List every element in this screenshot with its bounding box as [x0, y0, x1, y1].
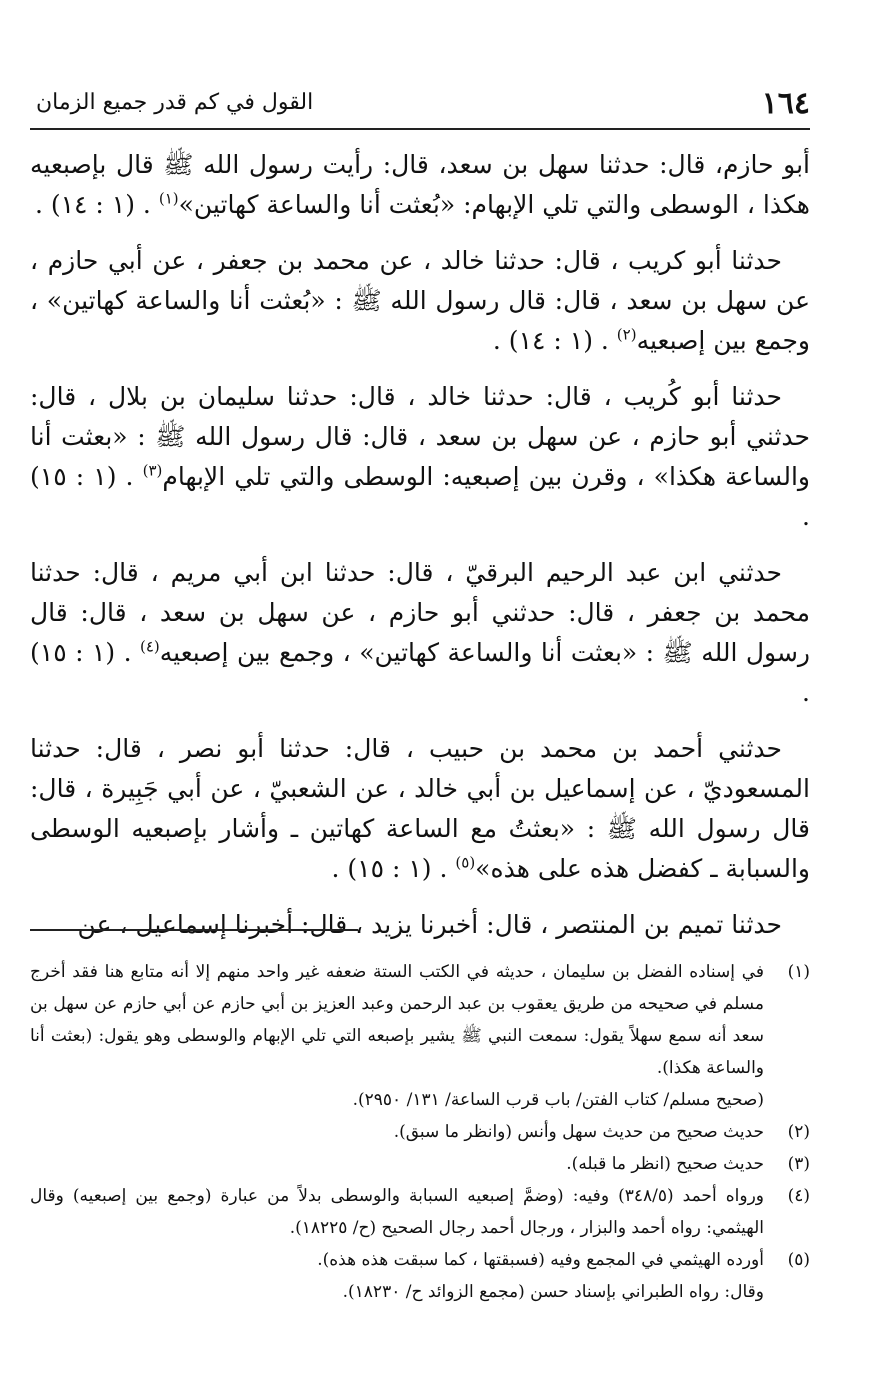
footnote-number: (١) — [787, 962, 810, 982]
footnote — [30, 1148, 810, 1180]
footnote — [30, 1180, 810, 1244]
footnote-text: حديث صحيح من حديث سهل وأنس (وانظر ما سبق). — [393, 1122, 764, 1142]
footnote-text: حديث صحيح (انظر ما قبله). — [566, 1154, 764, 1174]
footnote — [30, 1244, 810, 1276]
running-header — [30, 82, 810, 130]
footnote — [30, 1116, 810, 1148]
paragraph: حدثنا أبو كُريب ، قال: حدثنا خالد ، قال: حدثنا سليمان بن بلال ، قال: حدثني أبو حازم ، عن سهل بن سعد ، قال: قال رسول الله ﷺ : «بعثت أنا والساعة هكذا» ، وقرن بين إصبعيه: الوسطى والتي تلي الإبهام$^{(٣)}$ . (١ : ١٥) . — [30, 382, 810, 531]
footnote-text: ورواه أحمد (٣٤٨/٥) وفيه: (وضمَّ إصبعيه السبابة والوسطى بدلاً من عبارة (وجمع بين إصبعيه) وقال الهيثمي: رواه أحمد والبزار ، ورجال أحمد رجال الصحيح (ح/ ١٨٢٢٥). — [30, 1186, 764, 1238]
paragraph: حدثنا تميم بن المنتصر ، قال: أخبرنا يزيد ، قال: أخبرنا إسماعيل ، عن — [77, 910, 782, 939]
footnote-marker: (٢) — [616, 325, 637, 344]
footnote-continuation: وقال: رواه الطبراني بإسناد حسن (مجمع الزوائد ح/ ١٨٢٣٠). — [342, 1282, 764, 1302]
footnotes — [30, 956, 810, 1308]
page-number: ١٦٤ — [761, 86, 810, 121]
main-text — [30, 145, 810, 945]
footnote-number: (٢) — [787, 1122, 810, 1142]
paragraph: أبو حازم، قال: حدثنا سهل بن سعد، قال: رأيت رسول الله ﷺ قال بإصبعيه هكذا ، الوسطى والتي تلي الإبهام: «بُعثت أنا والساعة كهاتين»$^{(١)}$ . (١ : ١٤) . — [30, 150, 810, 219]
footnote-number: (٤) — [787, 1186, 810, 1206]
footnote — [30, 956, 810, 1084]
paragraph: حدثني أحمد بن محمد بن حبيب ، قال: حدثنا أبو نصر ، قال: حدثنا المسعوديّ ، عن إسماعيل بن أبي خالد ، عن الشعبيّ ، عن أبي جَبِيرة ، قال: قال رسول الله ﷺ : «بعثتُ مع الساعة كهاتين ـ وأشار بإصبعيه الوسطى والسبابة ـ كفضل هذه على هذه»$^{(٥)}$ . (١ : ١٥) . — [30, 734, 810, 883]
footnote-marker: (٣) — [142, 461, 163, 480]
footnote-number: (٣) — [787, 1154, 810, 1174]
footnote-text: أورده الهيثمي في المجمع وفيه (فسبقتها ، كما سبقت هذه هذه). — [317, 1250, 764, 1270]
footnote-separator — [30, 929, 358, 931]
footnote-number: (٥) — [787, 1250, 810, 1270]
book-page — [30, 0, 810, 1392]
footnote-marker: (٤) — [140, 637, 160, 656]
paragraph: حدثني ابن عبد الرحيم البرقيّ ، قال: حدثنا ابن أبي مريم ، قال: حدثنا محمد بن جعفر ، قال: حدثني أبو حازم ، عن سهل بن سعد ، قال: قال رسول الله ﷺ : «بعثت أنا والساعة كهاتين» ، وجمع بين إصبعيه$^{(٤)}$ . (١ : ١٥) . — [30, 558, 810, 707]
footnote-text: في إسناده الفضل بن سليمان ، حديثه في الكتب الستة ضعفه غير واحد منهم إلا أنه متابع هنا فقد أخرج مسلم في صحيحه من طريق يعقوب بن عبد الرحمن وعبد العزيز بن أبي حازم عن أبي حازم عن سهل بن سعد أنه سمع سهلاً يقول: سمعت النبي ﷺ يشير بإصبعه التي تلي الإبهام والوسطى وهو يقول: (بعثت أنا والساعة هكذا). — [30, 962, 764, 1078]
header-title: القول في كم قدر جميع الزمان — [36, 90, 314, 115]
footnote-marker: (١) — [158, 189, 179, 208]
paragraph: حدثنا أبو كريب ، قال: حدثنا خالد ، عن محمد بن جعفر ، عن أبي حازم ، عن سهل بن سعد ، قال: قال رسول الله ﷺ : «بُعثت أنا والساعة كهاتين» ، وجمع بين إصبعيه$^{(٢)}$ . (١ : ١٤) . — [30, 246, 810, 355]
footnote-continuation: (صحيح مسلم/ كتاب الفتن/ باب قرب الساعة/ ١٣١/ ٢٩٥٠). — [352, 1090, 764, 1110]
footnote-marker: (٥) — [455, 853, 476, 872]
